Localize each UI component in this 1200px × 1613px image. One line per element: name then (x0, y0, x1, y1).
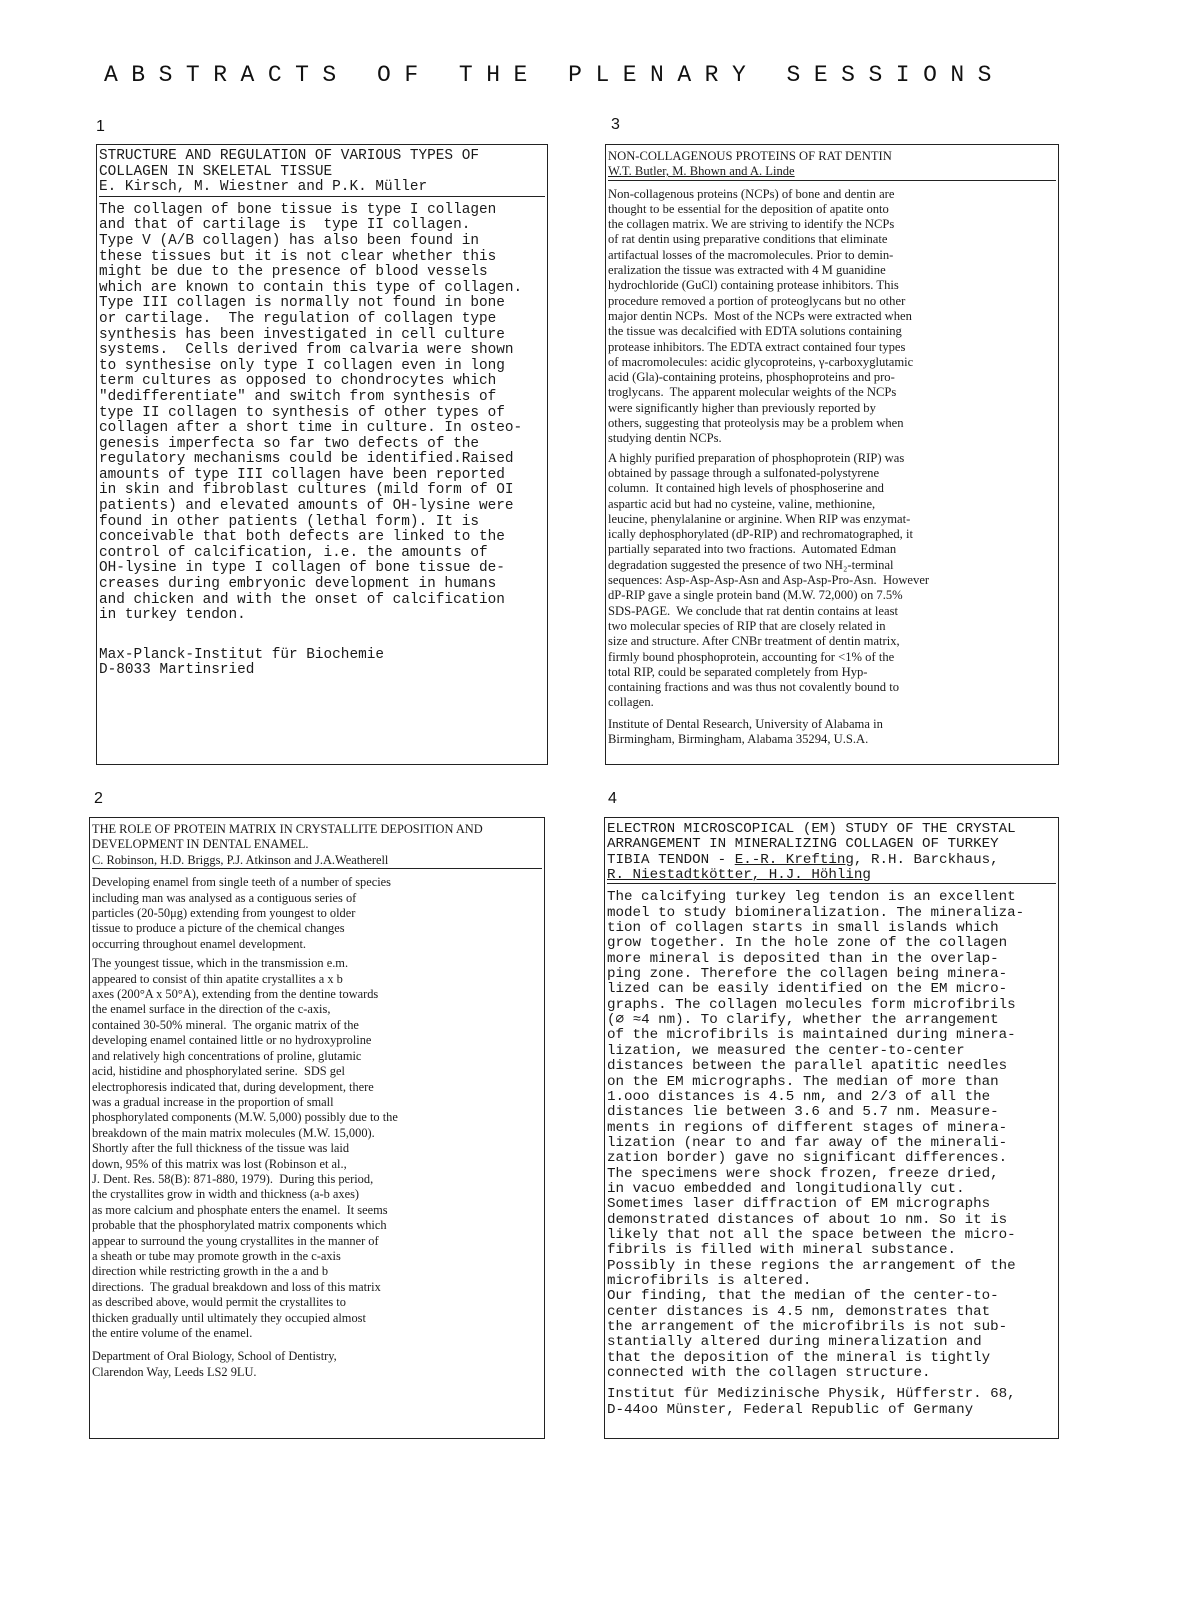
abstract-paragraph: Non-collagenous proteins (NCPs) of bone and dentin are thought to be essential for the deposition of apatite onto the collagen matrix. We are striving to identify the NCPs of rat dentin using preparative conditions that eliminate artifactual losses of the macromolecules. Prior to demin- eralization the tissue was extracted with 4 M guanidine hydrochloride (GuCl) containing protease inhibitors. This procedure removed a portion of proteoglycans but no other major dentin NCPs. Most of the NCPs were extracted when the tissue was decalcified with EDTA solutions containing protease inhibitors. The EDTA extract contained four types of macromolecules: acidic glycoproteins, γ-carboxyglutamic acid (Gla)-containing proteins, phosphoproteins and pro- troglycans. The apparent molecular weights of the NCPs were significantly higher than previously reported by others, suggesting that proteolysis may be a problem when studying dentin NCPs. (608, 186, 914, 446)
abstract-authors: C. Robinson, H.D. Briggs, P.J. Atkinson and J.A.Weatherell (92, 852, 389, 867)
page-title: ABSTRACTS OF THE PLENARY SESSIONS (104, 62, 1005, 88)
abstract-presenting-author: E.-R. Krefting (734, 851, 854, 868)
abstract-affiliation: Max-Planck-Institut für Biochemie D-8033 Martinsried (99, 646, 384, 679)
abstract-heading (99, 149, 545, 197)
abstract-number: 4 (608, 790, 617, 807)
abstract-number: 3 (611, 116, 620, 133)
abstract-paragraph: The youngest tissue, which in the transmission e.m. appeared to consist of thin apatite crystallites a x b axes (200°A x 50°A), extending from the dentine towards the enamel surface in the direction of the c-axis, contained 30-50% mineral. The organic matrix of the developing enamel contained little or no hydroxyproline and relatively high concentrations of proline, glutamic acid, histidine and phosphorylated serine. SDS gel electrophoresis indicated that, during development, there was a gradual increase in the proportion of small phosphorylated components (M.W. 5,000) possibly due to the breakdown of the main matrix molecules (M.W. 15,000). Shortly after the full thickness of the tissue was laid down, 95% of this matrix was lost (Robinson et al., J. Dent. Res. 58(B): 871-880, 1979). During this period, the crystallites grow in width and thickness (a-b axes) as more calcium and phosphate enters the enamel. It seems probable that the phosphorylated matrix components which appear to surround the young crystallites in the manner of a sheath or tube may promote growth in the c-axis direction while restricting growth in the a and b directions. The gradual breakdown and loss of this matrix as described above, would permit the crystallites to thicken gradually until ultimately they occupied almost the entire volume of the enamel. (92, 956, 398, 1340)
abstract-paragraph: A highly purified preparation of phosphoprotein (RIP) was obtained by passage through a sulfonated-polystyrene column. It contained high levels of phosphoserine and aspartic acid but had no cysteine, valine, methionine, leucine, phenylalanine or arginine. When RIP was enzymat- ically dephosphorylated (dP-RIP) and rechromatographed, it partially separated into two fractions. Automated Edman degradation suggested the presence of two NH₂-terminal sequences: Asp-Asp-Asp-Asn and Asp-Asp-Pro-Asn. However dP-RIP gave a single protein band (M.W. 72,000) on 7.5% SDS-PAGE. We conclude that rat dentin contains at least two molecular species of RIP that are closely related in size and structure. After CNBr treatment of dentin matrix, firmly bound phosphoprotein, accounting for <1% of the total RIP, could be separated completely from Hyp- containing fractions and was thus not covalently bound to collagen. (608, 450, 930, 710)
abstract-heading (92, 822, 542, 869)
abstract-affiliation: Institute of Dental Research, University of Alabama in Birmingham, Birmingham, Alabama 35294, U.S.A. (608, 716, 883, 746)
abstract-paragraph: The calcifying turkey leg tendon is an excellent model to study biomineralization. The mineraliza- tion of collagen starts in small islands which grow together. In the hole zone of the collagen more mineral is deposited than in the overlap- ping zone. Therefore the collagen being minera- lized can be easily identified on the EM micro- graphs. The collagen molecules form microfibrils (∅ ≈4 nm). To clarify, whether the arrangement of the microfibrils is maintained during minera- lization, we measured the center-to-center distances between the parallel apatitic needles on the EM micrographs. The median of more than 1.ooo distances is 4.5 nm, and 2/3 of all the distances lie between 3.6 and 5.7 nm. Measure- ments in regions of different stages of minera- lization (near to and far away of the minerali- zation border) gave no significant differences. The specimens were shock frozen, freeze dried, in vacuo embedded and longitudionally cut. Sometimes laser diffraction of EM micrographs demonstrated distances of about 1o nm. So it is likely that not all the space between the micro- fibrils is filled with mineral substance. Possibly in these regions the arrangement of the microfibrils is altered. Our finding, that the median of the center-to- center distances is 4.5 nm, demonstrates that the arrangement of the microfibrils is not sub- stantially altered during mineralization and that the deposition of the mineral is tightly connected with the collagen structure. (607, 889, 1025, 1382)
abstract-heading (607, 822, 1056, 884)
abstract-authors-text: R. Niestadtkötter, H.J. Höhling (607, 867, 871, 884)
abstract-paragraph: Developing enamel from single teeth of a number of species including man was analysed as a contiguous series of particles (20-50μg) extending from youngest to older tissue to produce a picture of the chemical changes occurring throughout enamel development. (92, 875, 391, 951)
abstract-box (604, 817, 1059, 1439)
abstract-heading (608, 149, 1056, 181)
abstract-paragraph: The collagen of bone tissue is type I collagen and that of cartilage is type II collagen. Type V (A/B collagen) has also been found in these tissues but it is not clear whether this might be due to the presence of blood vessels which are known to contain this type of collagen. Type III collagen is normally not found in bone or cartilage. The regulation of collagen type synthesis has been investigated in cell culture systems. Cells derived from calvaria were shown to synthesise only type I collagen even in long term cultures as opposed to chondrocytes which "dedifferentiate" and switch from synthesis of type II collagen to synthesis of other types of collagen after a short time in culture. In osteo- genesis imperfecta so far two defects of the regulatory mechanisms could be identified.Raised amounts of type III collagen have been reported in skin and fibroblast cultures (mild form of OI patients) and elevated amounts of OH-lysine were found in other patients (lethal form). It is conceivable that both defects are linked to the control of calcification, i.e. the amounts of OH-lysine in type I collagen of bone tissue de- creases during embryonic development in humans and chicken and with the onset of calcification in turkey tendon. (99, 201, 523, 624)
abstract-affiliation: Department of Oral Biology, School of Dentistry, Clarendon Way, Leeds LS2 9LU. (92, 1349, 337, 1379)
abstract-authors-text: W.T. Butler, M. Bhown and A. Linde (608, 164, 795, 179)
abstract-title: STRUCTURE AND REGULATION OF VARIOUS TYPES OF COLLAGEN IN SKELETAL TISSUE (99, 148, 479, 180)
abstract-title: THE ROLE OF PROTEIN MATRIX IN CRYSTALLITE DEPOSITION AND DEVELOPMENT IN DENTAL ENAMEL. (92, 822, 483, 852)
abstract-authors (607, 853, 1056, 868)
abstract-authors (608, 164, 1056, 179)
abstract-number: 2 (94, 790, 103, 807)
abstract-title: NON-COLLAGENOUS PROTEINS OF RAT DENTIN (608, 149, 892, 163)
abstract-authors-prefix: TIBIA TENDON - (607, 851, 735, 868)
abstract-box (89, 817, 545, 1439)
abstract-title: ELECTRON MICROSCOPICAL (EM) STUDY OF THE CRYSTAL ARRANGEMENT IN MINERALIZING COLLAGEN OF TURKEY (607, 821, 1016, 853)
abstract-authors-line2 (607, 868, 1056, 883)
abstract-affiliation: Institut für Medizinische Physik, Hüfferstr. 68, D-44oo Münster, Federal Republic of Germany (607, 1386, 1016, 1418)
abstract-authors: E. Kirsch, M. Wiestner and P.K. Müller (99, 179, 428, 196)
abstract-number: 1 (96, 118, 105, 135)
abstract-authors-text: , R.H. Barckhaus, (853, 851, 999, 868)
abstract-box (96, 144, 548, 765)
abstract-box (605, 144, 1059, 765)
